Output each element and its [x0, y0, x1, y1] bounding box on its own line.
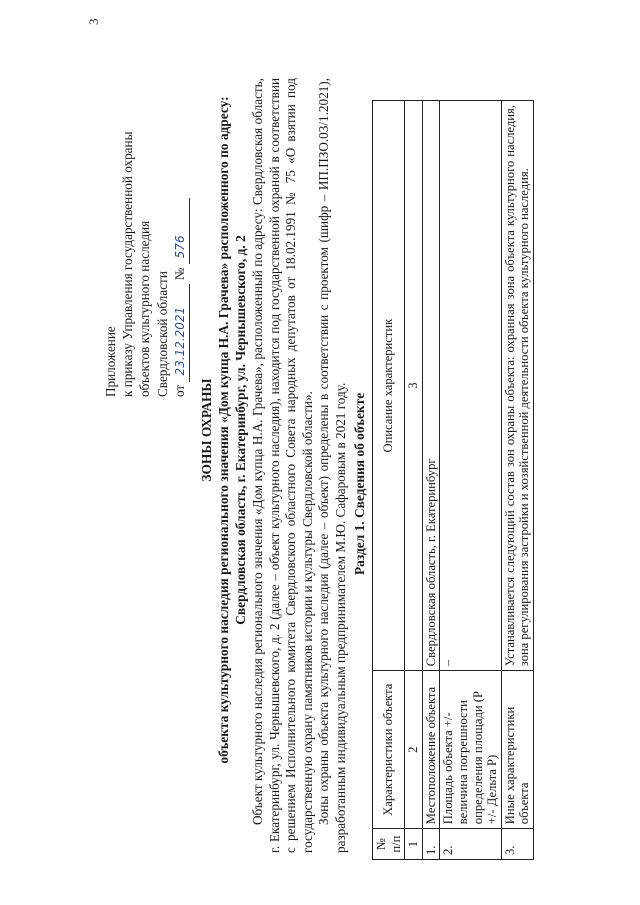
column-number: 3	[405, 101, 423, 671]
paragraph-1: Объект культурного наследия регионального значения «Дом купца Н.А. Грачева», расположенный по адресу: Свердловская область, г. Екатеринбург, ул. Чернышевского, д. 2 (далее – объект культурного наследия), находится под государственной охраной в соответствии с решением Исполнительного комитета Свердловского областного Совета народных депутатов от 18.02.1991 № 75 «О взятии под государственную охрану памятников истории и культуры Свердловской области».	[250, 78, 315, 853]
title-line-2: объекта культурного наследия регионального значения «Дом купца Н.А. Грачева» расположенного по адресу:	[216, 96, 231, 764]
header-characteristic: Характеристики объекта	[373, 671, 405, 829]
section-title: Раздел 1. Сведения об объекте	[352, 392, 367, 575]
title-line-1: ЗОНЫ ОХРАНЫ	[199, 378, 214, 482]
date-prefix: от	[171, 384, 187, 397]
table-row	[440, 101, 501, 860]
page-number: 3	[86, 18, 101, 25]
document-title	[198, 45, 249, 815]
header-number: № п/п	[373, 829, 405, 860]
object-info-table	[372, 100, 534, 860]
row-description: –	[440, 101, 501, 671]
date-value: 23.12.2021	[172, 284, 190, 382]
appendix-date-line	[171, 97, 190, 397]
appendix-line: объектов культурного наследия	[137, 220, 153, 397]
table-row	[501, 101, 533, 860]
row-characteristic: Иные характеристики объекта	[501, 671, 533, 829]
title-line-3: Свердловская область, г. Екатеринбург, ул. Чернышевского, д. 2	[233, 235, 248, 625]
table-column-number-row	[405, 101, 423, 860]
row-characteristic: Площадь объекта +/- величина погрешности определения площади (P +/- Дельта P)	[440, 671, 501, 829]
table-header-row	[373, 101, 405, 860]
number-value: 576	[172, 198, 190, 264]
column-number: 1	[405, 829, 423, 860]
row-number: 2.	[440, 829, 501, 860]
table-row	[422, 101, 440, 860]
number-prefix: №	[171, 267, 187, 281]
row-number: 3.	[501, 829, 533, 860]
paragraph-2: Зоны охраны объекта культурного наследия (далее – объект) определены в соответствии с проектом (шифр – ИП.ПЗО.03/1.2021), разработанным индивидуальным предпринимателем М.Ю. Сафаровым в 2021 году.	[316, 78, 348, 853]
row-description: Свердловская область, г. Екатеринбург	[422, 101, 440, 671]
header-description: Описание характеристик	[373, 101, 405, 671]
appendix-line: к приказу Управления государственной охраны	[120, 131, 136, 397]
body-text	[250, 78, 350, 853]
row-number: 1.	[422, 829, 440, 860]
row-characteristic: Местоположение объекта	[422, 671, 440, 829]
appendix-line: Приложение	[103, 326, 118, 397]
appendix-line: Свердловской области	[154, 271, 170, 397]
appendix-block	[102, 97, 190, 397]
column-number: 2	[405, 671, 423, 829]
row-description: Устанавливается следующий состав зон охраны объекта: охранная зона объекта культурного наследия, зона регулирования застройки и хозяйственной деятельности объекта культурного наследия.	[501, 101, 533, 671]
